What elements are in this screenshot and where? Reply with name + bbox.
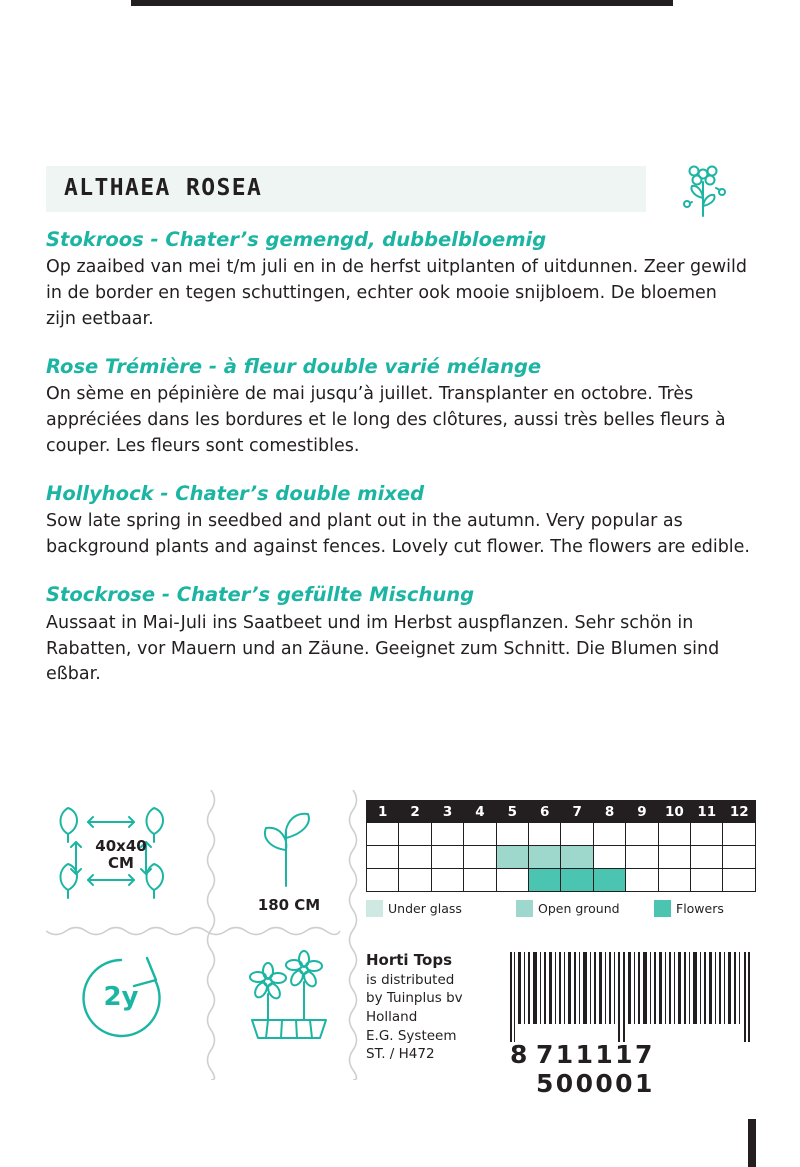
legend-label-under-glass: Under glass: [388, 901, 462, 916]
language-block-de: [46, 583, 756, 688]
cal-cell: [626, 846, 658, 869]
cal-cell: [593, 846, 625, 869]
barcode-bars: [508, 952, 756, 1042]
language-body-nl: Op zaaibed van mei t/m juli en in de herfst uitplanten of uitdunnen. Zeer gewild in de border en tegen schuttingen, echter ook mooie snijbloem. De bloemen zijn eetbaar.: [46, 257, 747, 330]
cal-cell-flowers: [529, 869, 561, 892]
calendar-month-1: 1: [367, 801, 399, 823]
cal-cell: [399, 846, 431, 869]
plant-spacing-value: 40x40: [95, 837, 147, 855]
crop-mark-bottom: [748, 1119, 756, 1167]
cal-cell: [691, 823, 723, 846]
cal-cell: [367, 846, 399, 869]
plant-spacing-icon-group: [46, 798, 196, 913]
flower-sprig-icon: [670, 158, 736, 224]
distributor-line-6: ST. / H472: [366, 1046, 435, 1063]
cal-cell: [496, 823, 528, 846]
calendar-row-under-glass: [367, 823, 756, 846]
sowing-tray-icon-group: [224, 942, 354, 1062]
cal-cell: [367, 869, 399, 892]
calendar-month-6: 6: [529, 801, 561, 823]
legend-swatch-flowers: [654, 900, 671, 917]
language-block-fr: [46, 355, 756, 460]
calendar-row-flowers: [367, 869, 756, 892]
language-title-nl: Stokroos - Chater’s gemengd, dubbelbloemig: [46, 228, 547, 251]
calendar-month-12: 12: [723, 801, 756, 823]
cal-cell: [496, 869, 528, 892]
calendar-row-open-ground: [367, 846, 756, 869]
legend-item-flowers: [654, 900, 724, 917]
distributor-line-5: E.G. Systeem: [366, 1027, 457, 1044]
cal-cell: [723, 823, 756, 846]
cal-cell: [723, 869, 756, 892]
description-blocks: [46, 228, 756, 710]
barcode-number: 711117 500001: [536, 1040, 655, 1098]
distributor-line-4: Holland: [366, 1008, 418, 1025]
cal-cell: [431, 846, 463, 869]
distributor-info: [366, 950, 496, 1064]
barcode: [508, 952, 756, 1098]
brand-name: Horti Tops: [366, 951, 453, 969]
cal-cell: [399, 823, 431, 846]
barcode-first-digit: 8: [510, 1040, 528, 1069]
cal-cell: [626, 869, 658, 892]
cal-cell-flowers: [593, 869, 625, 892]
calendar-month-7: 7: [561, 801, 593, 823]
plant-spacing-label: [84, 838, 158, 873]
plant-spacing-unit: CM: [108, 854, 134, 873]
crop-mark-top: [131, 0, 673, 6]
cal-cell: [658, 823, 690, 846]
cal-cell: [626, 823, 658, 846]
calendar-month-header-row: [367, 801, 756, 823]
seedling-height-icon: [224, 798, 354, 898]
language-title-de: Stockrose - Chater’s gefüllte Mischung: [46, 583, 475, 607]
calendar-month-8: 8: [593, 801, 625, 823]
cal-cell-open: [496, 846, 528, 869]
cal-cell: [431, 823, 463, 846]
distributor-line-2: is distributed: [366, 971, 455, 988]
seed-tray-icon: [224, 942, 354, 1062]
calendar-month-4: 4: [464, 801, 496, 823]
plant-height-label: 180 CM: [257, 896, 321, 914]
cal-cell: [658, 846, 690, 869]
legend-swatch-under-glass: [366, 900, 383, 917]
lifecycle-years-label: 2y: [103, 982, 139, 1012]
cal-cell-open: [561, 846, 593, 869]
legend-item-open-ground: [516, 900, 654, 917]
cal-cell: [691, 846, 723, 869]
cal-cell: [723, 846, 756, 869]
language-body-de: Aussaat in Mai-Juli ins Saatbeet und im Herbst auspflanzen. Sehr schön in Rabatten, vor Mauern und an Zäune. Geeignet zum Schnitt. Die Blumen sind eßbar.: [46, 612, 720, 685]
language-block-en: [46, 482, 756, 561]
lifecycle-icon-group: [46, 942, 196, 1062]
calendar-month-9: 9: [626, 801, 658, 823]
cal-cell: [691, 869, 723, 892]
cal-cell-open: [529, 846, 561, 869]
cal-cell: [367, 823, 399, 846]
calendar-month-3: 3: [431, 801, 463, 823]
cal-cell: [464, 846, 496, 869]
language-block-nl: [46, 228, 756, 333]
language-title-fr: Rose Trémière - à fleur double varié mélange: [46, 355, 542, 379]
cal-cell: [561, 823, 593, 846]
calendar-month-5: 5: [496, 801, 528, 823]
plant-height-icon-group: [224, 798, 354, 913]
cal-cell: [593, 823, 625, 846]
legend-label-flowers: Flowers: [676, 901, 724, 916]
cal-cell-flowers: [561, 869, 593, 892]
calendar-month-11: 11: [691, 801, 723, 823]
cal-cell: [658, 869, 690, 892]
calendar-month-10: 10: [658, 801, 690, 823]
sowing-calendar: [366, 800, 756, 892]
cal-cell: [529, 823, 561, 846]
cal-cell: [399, 869, 431, 892]
cal-cell: [431, 869, 463, 892]
wave-divider-horizontal: [46, 924, 360, 938]
calendar-legend: [366, 900, 756, 917]
calendar-month-2: 2: [399, 801, 431, 823]
distributor-line-3: by Tuinplus bv: [366, 990, 463, 1007]
legend-label-open-ground: Open ground: [538, 901, 620, 916]
language-body-en: Sow late spring in seedbed and plant out in the autumn. Very popular as background plants and against fences. Lovely cut flower. The flowers are edible.: [46, 511, 750, 558]
legend-item-under-glass: [366, 900, 516, 917]
page-title: ALTHAEA ROSEA: [64, 175, 263, 201]
language-title-en: Hollyhock - Chater’s double mixed: [46, 482, 425, 506]
legend-swatch-open-ground: [516, 900, 533, 917]
cal-cell: [464, 869, 496, 892]
header: [46, 166, 754, 212]
language-body-fr: On sème en pépinière de mai jusqu’à juillet. Transplanter en octobre. Très appréciées dans les bordures et le long des clôtures, aussi très belles fleurs à couper. Les fleurs sont comestibles.: [46, 384, 726, 457]
cal-cell: [464, 823, 496, 846]
